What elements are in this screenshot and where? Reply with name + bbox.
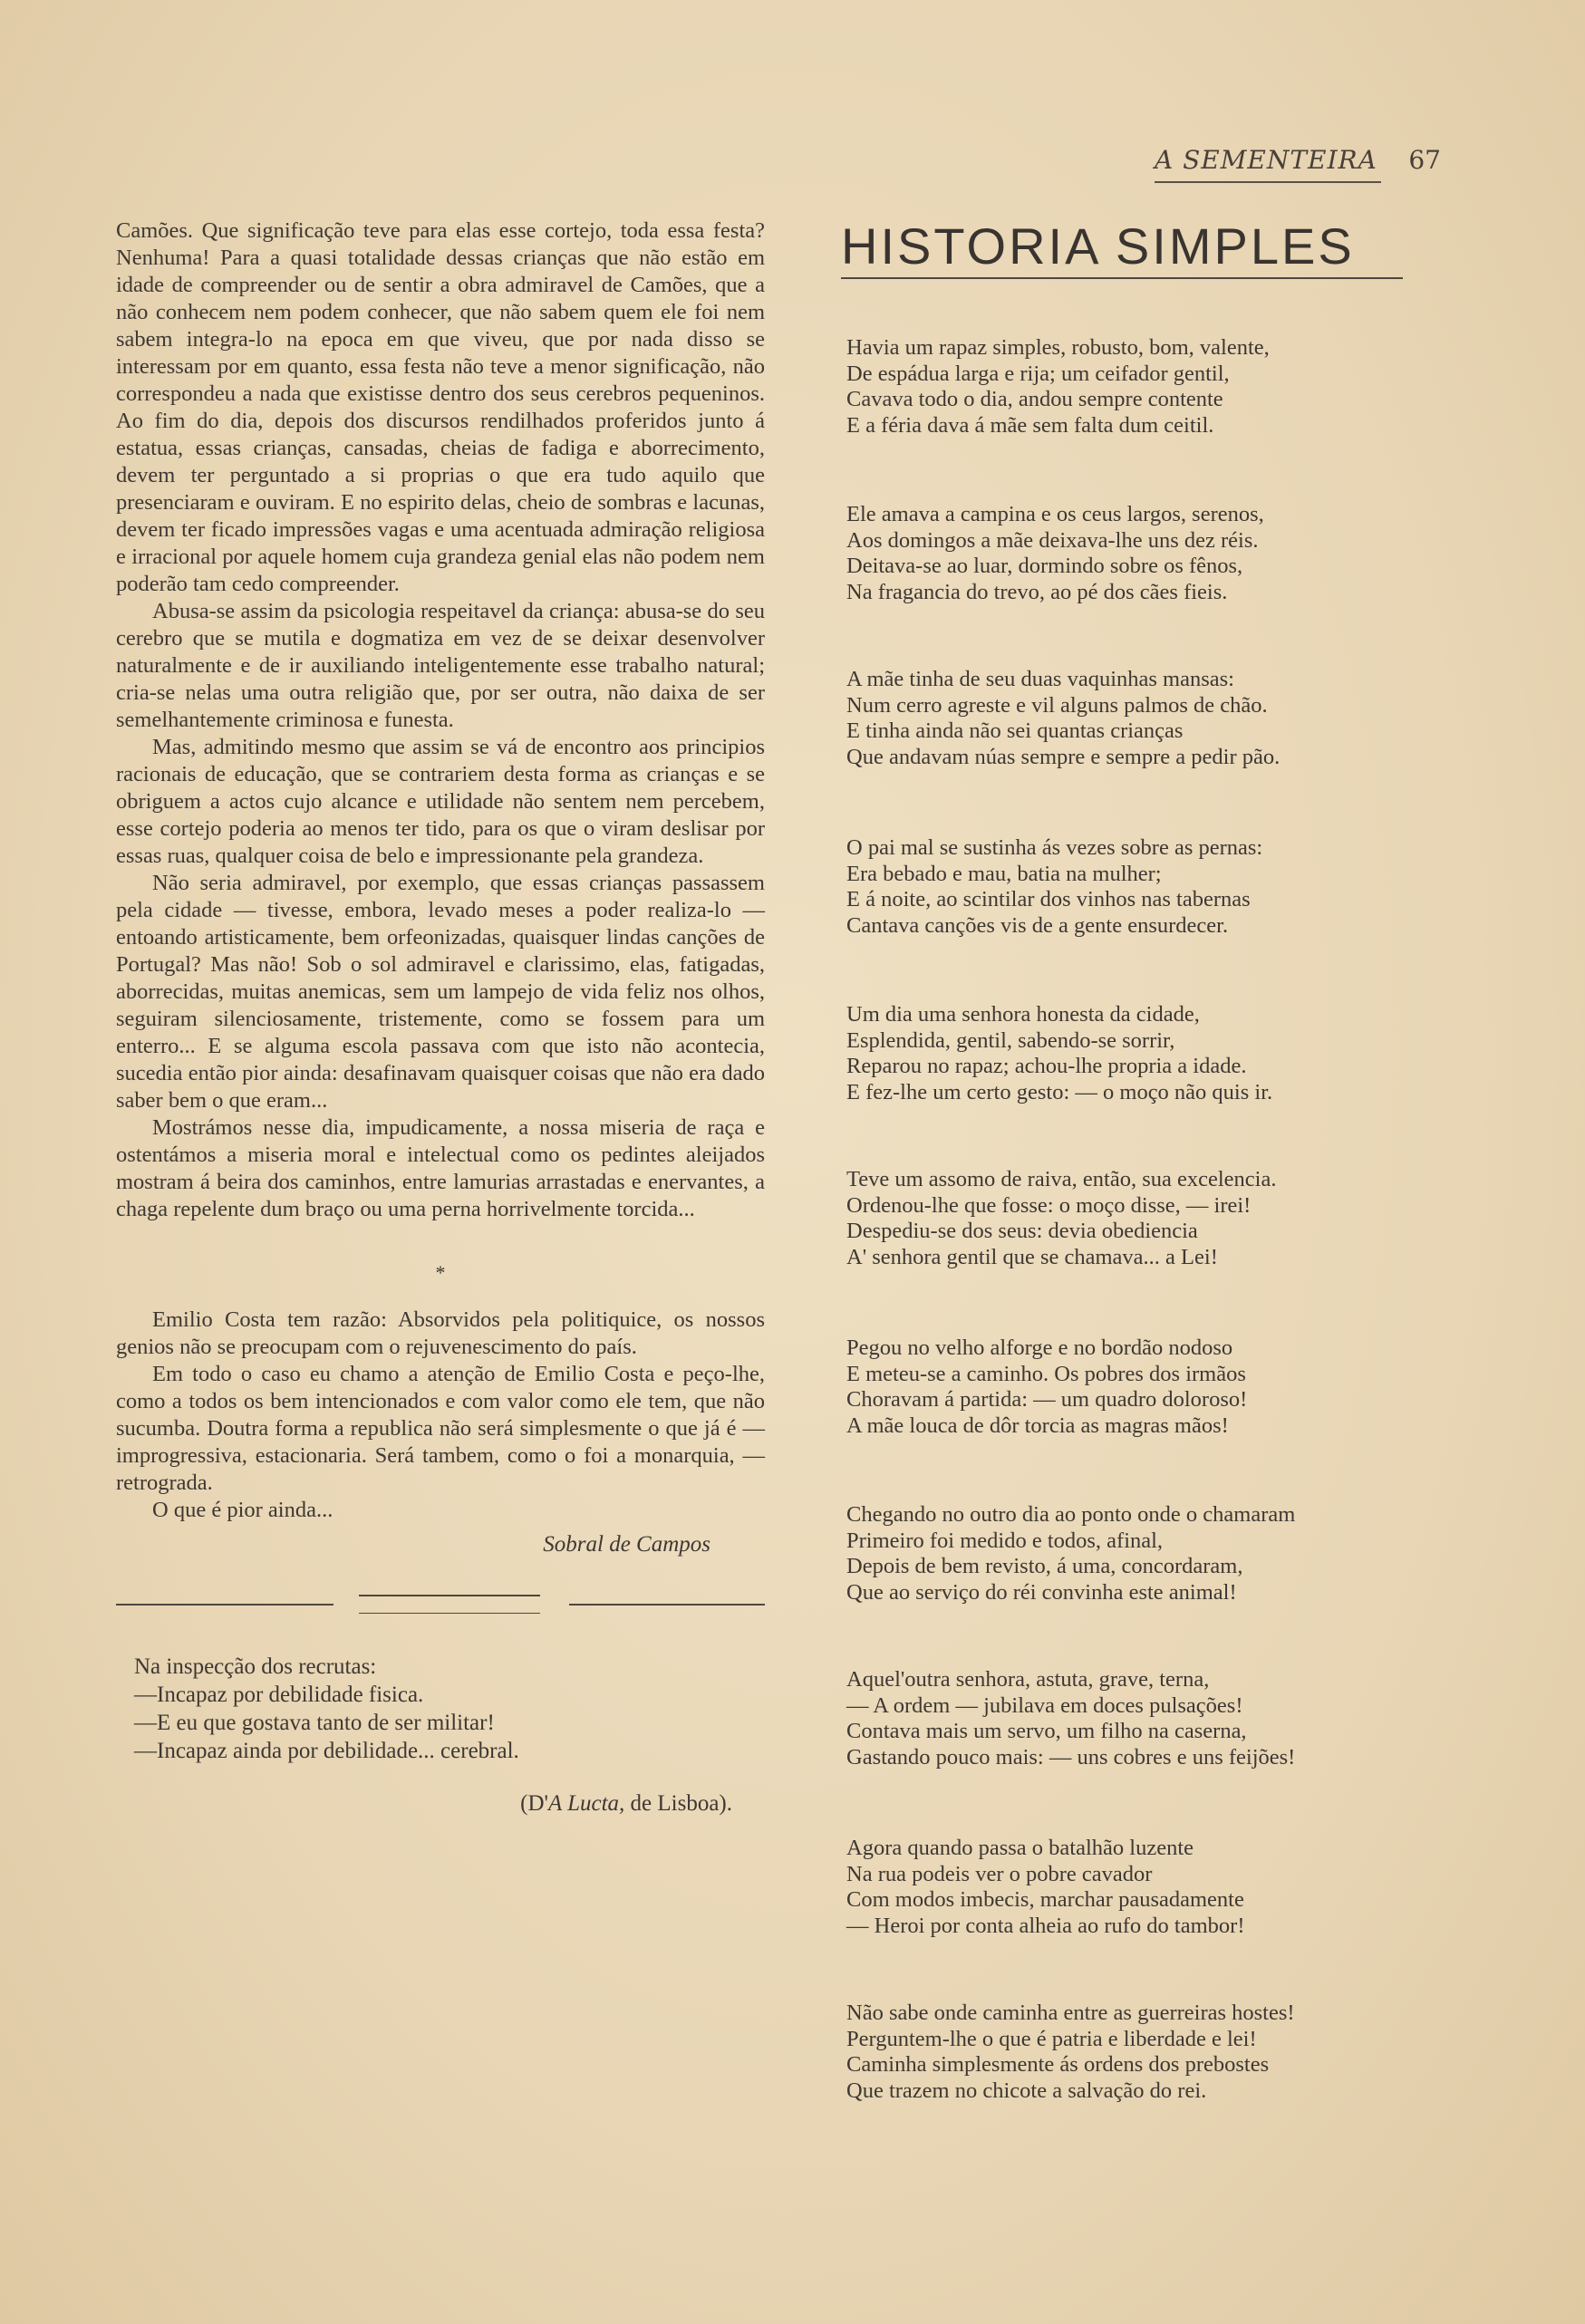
inspection-anecdote [116,1653,765,1765]
poem-line: A mãe louca de dôr torcia as magras mãos! [846,1413,1229,1438]
poem-stanza [834,2001,1414,2104]
page-header [1115,145,1441,181]
poem-line: Que andavam núas sempre e sempre a pedir pão. [846,744,1281,769]
anecdote-line: Na inspecção dos recrutas: [134,1654,377,1679]
poem-line: Na rua podeis ver o pobre cavador [846,1861,1153,1886]
poem-line: Perguntem-lhe o que é patria e liberdade e lei! [846,2026,1257,2051]
poem-line: Na fragancia do trevo, ao pé dos cães fieis. [846,579,1228,604]
poem-line: Com modos imbecis, marchar pausadamente [846,1887,1244,1912]
poem-line: E meteu-se a caminho. Os pobres dos irmãos [846,1361,1246,1386]
poem-line: Que ao serviço do réi convinha este animal! [846,1579,1237,1605]
poem-line: E a féria dava á mãe sem falta dum ceitil. [846,412,1214,438]
poem-stanza [834,1502,1414,1606]
poem-stanza [834,502,1414,605]
poem-line: Num cerro agreste e vil alguns palmos de chão. [846,692,1268,718]
poem-line: Ordenou-lhe que fosse: o moço disse, — irei! [846,1192,1252,1218]
left-column [116,217,765,1818]
poem-stanza [834,1667,1414,1770]
poem-line: Cavava todo o dia, andou sempre contente [846,387,1223,411]
paragraph: Mostrámos nesse dia, impudicamente, a nossa miseria de raça e ostentámos a miseria moral e intelectual como os pedintes aleijados mostram á beira dos caminhos, entre lamurias arrastadas e enervantes, a chaga repelente dum braço ou uma perna horrivelmente torcida... [116,1115,765,1221]
poem-line: E á noite, ao scintilar dos vinhos nas tabernas [846,887,1251,911]
section-separator: * [435,1261,446,1284]
poem-line: Choravam á partida: — um quadro doloroso! [846,1387,1248,1412]
poem-stanza [834,1167,1414,1270]
poem-line: Caminha simplesmente ás ordens dos prebostes [846,2052,1270,2077]
anecdote-line: —E eu que gostava tanto de ser militar! [134,1711,495,1735]
poem-stanza [834,667,1414,770]
poem-line: E fez-lhe um certo gesto: — o moço não quis ir. [846,1079,1273,1104]
anecdote-line: —Incapaz ainda por debilidade... cerebral. [134,1739,519,1763]
source-title: A Lucta, [548,1791,625,1816]
poem-stanza [834,1336,1414,1439]
paragraph: O que é pior ainda... [152,1498,333,1522]
paragraph: Emilio Costa tem razão: Absorvidos pela politiquice, os nossos genios não se preocupam com o rejuvenescimento do país. [116,1307,765,1359]
poem-line: Teve um assomo de raiva, então, sua excelencia. [846,1167,1277,1191]
paragraph: Não seria admiravel, por exemplo, que essas crianças passassem pela cidade — tivesse, embora, levado meses a poder realiza-lo — entoando artisticamente, bem orfeonizadas, quaisquer lindas canções de Portugal? Mas não! Sob o sol admiravel e clarissimo, elas, fatigadas, aborrecidas, muitas anemicas, sem um lampejo de vida feliz nos olhos, seguiram silenciosamente, tristemente, como se fossem para um enterro... E se alguma escola passava com que isto não acontecia, sucedia então pior ainda: desafinavam quaisquer coisas que não era dado saber bem o que eram... [116,871,765,1113]
poem-line: Gastando pouco mais: — uns cobres e uns feijões! [846,1744,1296,1770]
poem-stanza [834,335,1414,439]
paragraph: Em todo o caso eu chamo a atenção de Emilio Costa e peço-lhe, como a todos os bem intencionados e com valor como ele tem, que não sucumba. Doutra forma a republica não será simplesmente o que já é — improgressiva, estacionaria. Será tambem, como o foi a monarquia, — retrograda. [116,1362,765,1495]
title-underline [841,277,1403,279]
poem-line: Aquel'outra senhora, astuta, grave, terna, [846,1667,1210,1692]
poem-line: Um dia uma senhora honesta da cidade, [846,1002,1200,1027]
poem-line: Ele amava a campina e os ceus largos, serenos, [846,502,1264,526]
paragraph: Mas, admitindo mesmo que assim se vá de encontro aos principios racionais de educação, que se contrariem desta forma as crianças e se obriguem a actos cujo alcance e utilidade não sentem nem percebem, esse cortejo poderia ao menos ter tido, para os que o viram deslisar por essas ruas, qualquer coisa de belo e impressionante pela grandeza. [116,735,765,868]
poem-line: Aos domingos a mãe deixava-lhe uns dez réis. [846,527,1259,553]
poem-line: Contava mais um servo, um filho na caserna, [846,1719,1247,1743]
poem-line: Despediu-se dos seus: devia obediencia [846,1219,1198,1243]
poem-line: — A ordem — jubilava em doces pulsações! [846,1692,1243,1718]
poem-line: Esplendida, gentil, sabendo-se sorrir, [846,1027,1175,1053]
divider-rules [116,1589,765,1625]
poem-line: Cantava canções vis de a gente ensurdecer. [846,912,1229,938]
poem-line: Deitava-se ao luar, dormindo sobre os fênos, [846,554,1243,578]
poem-line: Era bebado e mau, batia na mulher; [846,861,1162,886]
poem-line: Não sabe onde caminha entre as guerreiras hostes! [846,2001,1295,2025]
paragraph: Abusa-se assim da psicologia respeitavel da criança: abusa-se do seu cerebro que se mutila e dogmatiza em vez de se deixar desenvolver naturalmente e de ir auxiliando inteligentemente esse trabalho natural; cria-se nelas uma outra religião que, por ser outra, não daixa de ser semelhantemente criminosa e funesta. [116,599,765,732]
poem-line: A mãe tinha de seu duas vaquinhas mansas: [846,667,1234,691]
poem-line: Que trazem no chicote a salvação do rei. [846,2078,1207,2103]
journal-title: A SEMENTEIRA [1155,145,1377,175]
source-citation: (D'A Lucta, de Lisboa). [520,1791,732,1816]
journal-underline [1155,181,1381,183]
poem-line: A' senhora gentil que se chamava... a Lei! [846,1244,1218,1269]
paragraph: Camões. Que significação teve para elas esse cortejo, toda essa festa? Nenhuma! Para a quasi totalidade dessas crianças que não estão em idade de compreender ou de sentir a obra admiravel de Camões, que a não conhecem nem podem conhecer, que não sabem quem ele foi nem sabem integra-lo na epoca em que viveu, que por nada disso se interessam por em quanto, essa festa não teve a menor significação, não correspondeu a nada que existisse dentro dos seus cerebros pequeninos. Ao fim do dia, depois dos discursos rendilhados proferidos junto á estatua, essas crianças, cansadas, cheias de fadiga e aborrecimento, devem ter perguntado a si proprias o que era tudo aquilo que presenciaram e ouviram. E no espirito delas, cheio de sombras e lacunas, devem ter ficado impressões vagas e uma acentuada admiração religiosa e irracional por aquele homem cuja grandeza genial elas não podem nem poderão tam cedo compreender. [116,218,765,596]
poem-line: Primeiro foi medido e todos, afinal, [846,1528,1164,1553]
poem-stanza [834,835,1414,939]
poem-title: HISTORIA SIMPLES [841,217,1355,275]
poem-stanza [834,1836,1414,1939]
poem-body [834,335,1414,2104]
author-signature: Sobral de Campos [543,1532,710,1557]
anecdote-line: —Incapaz por debilidade fisica. [134,1683,424,1707]
poem-line: E tinha ainda não sei quantas crianças [846,718,1184,743]
right-column [834,217,1414,2104]
poem-stanza [834,1002,1414,1105]
poem-line: O pai mal se sustinha ás vezes sobre as pernas: [846,835,1263,860]
poem-line: — Heroi por conta alheia ao rufo do tambor! [846,1913,1245,1938]
poem-line: Chegando no outro dia ao ponto onde o chamaram [846,1502,1296,1527]
commentary-section [116,1307,765,1524]
page-number: 67 [1408,145,1441,175]
poem-line: Depois de bem revisto, á uma, concordaram, [846,1554,1243,1578]
poem-line: Reparou no rapaz; achou-lhe propria a idade. [846,1054,1247,1078]
poem-line: De espádua larga e rija; um ceifador gentil, [846,361,1230,386]
poem-line: Agora quando passa o batalhão luzente [846,1836,1194,1860]
poem-line: Havia um rapaz simples, robusto, bom, valente, [846,335,1270,360]
poem-line: Pegou no velho alforge e no bordão nodoso [846,1336,1233,1360]
